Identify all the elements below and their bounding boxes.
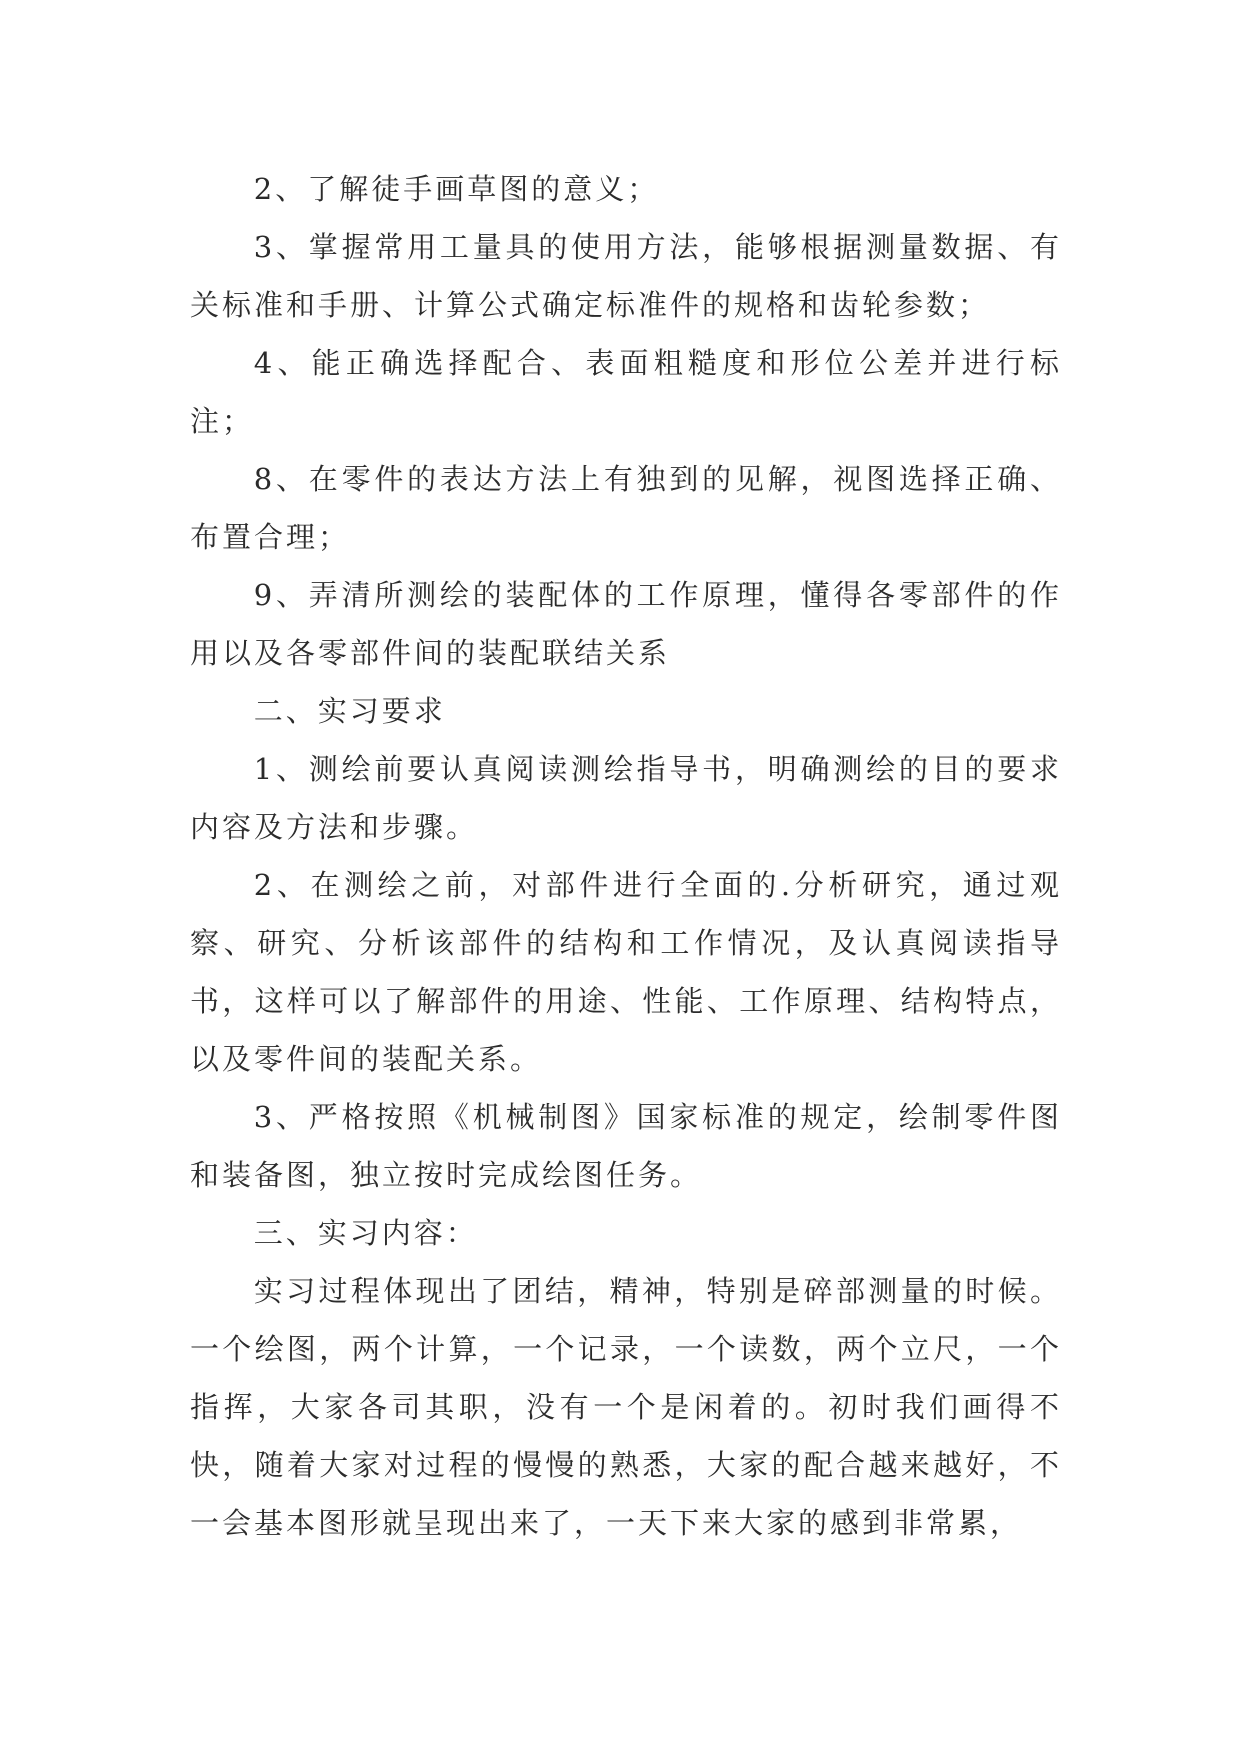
paragraph-objective-2: 2、了解徒手画草图的意义； [253, 172, 660, 206]
paragraph-requirement-1: 1、测绘前要认真阅读测绘指导书，明确测绘的目的要求内容及方法和步骤。 [190, 752, 1062, 844]
paragraph-objective-8: 8、在零件的表达方法上有独到的见解，视图选择正确、布置合理； [190, 462, 1062, 554]
paragraph-content-body: 实习过程体现出了团结，精神，特别是碎部测量的时候。一个绘图，两个计算，一个记录，一个读数，两个立尺，一个指挥，大家各司其职，没有一个是闲着的。初时我们画得不快，随着大家对过程的慢慢的熟悉，大家的配合越来越好，不一会基本图形就呈现出来了，一天下来大家的感到非常累， [190, 1274, 1062, 1540]
paragraph-objective-3: 3、掌握常用工量具的使用方法，能够根据测量数据、有关标准和手册、计算公式确定标准件的规格和齿轮参数； [190, 230, 1062, 322]
document-body [190, 160, 1062, 1552]
paragraph-objective-4: 4、能正确选择配合、表面粗糙度和形位公差并进行标注； [190, 346, 1062, 438]
paragraph-objective-9: 9、弄清所测绘的装配体的工作原理，懂得各零部件的作用以及各零部件间的装配联结关系 [190, 578, 1062, 670]
section-heading-content: 三、实习内容： [253, 1216, 478, 1250]
section-heading-requirements: 二、实习要求 [253, 694, 446, 728]
paragraph-requirement-3: 3、严格按照《机械制图》国家标准的规定，绘制零件图和装备图，独立按时完成绘图任务。 [190, 1100, 1062, 1192]
paragraph-requirement-2: 2、在测绘之前，对部件进行全面的.分析研究，通过观察、研究、分析该部件的结构和工作情况，及认真阅读指导书，这样可以了解部件的用途、性能、工作原理、结构特点，以及零件间的装配关系。 [190, 868, 1062, 1076]
